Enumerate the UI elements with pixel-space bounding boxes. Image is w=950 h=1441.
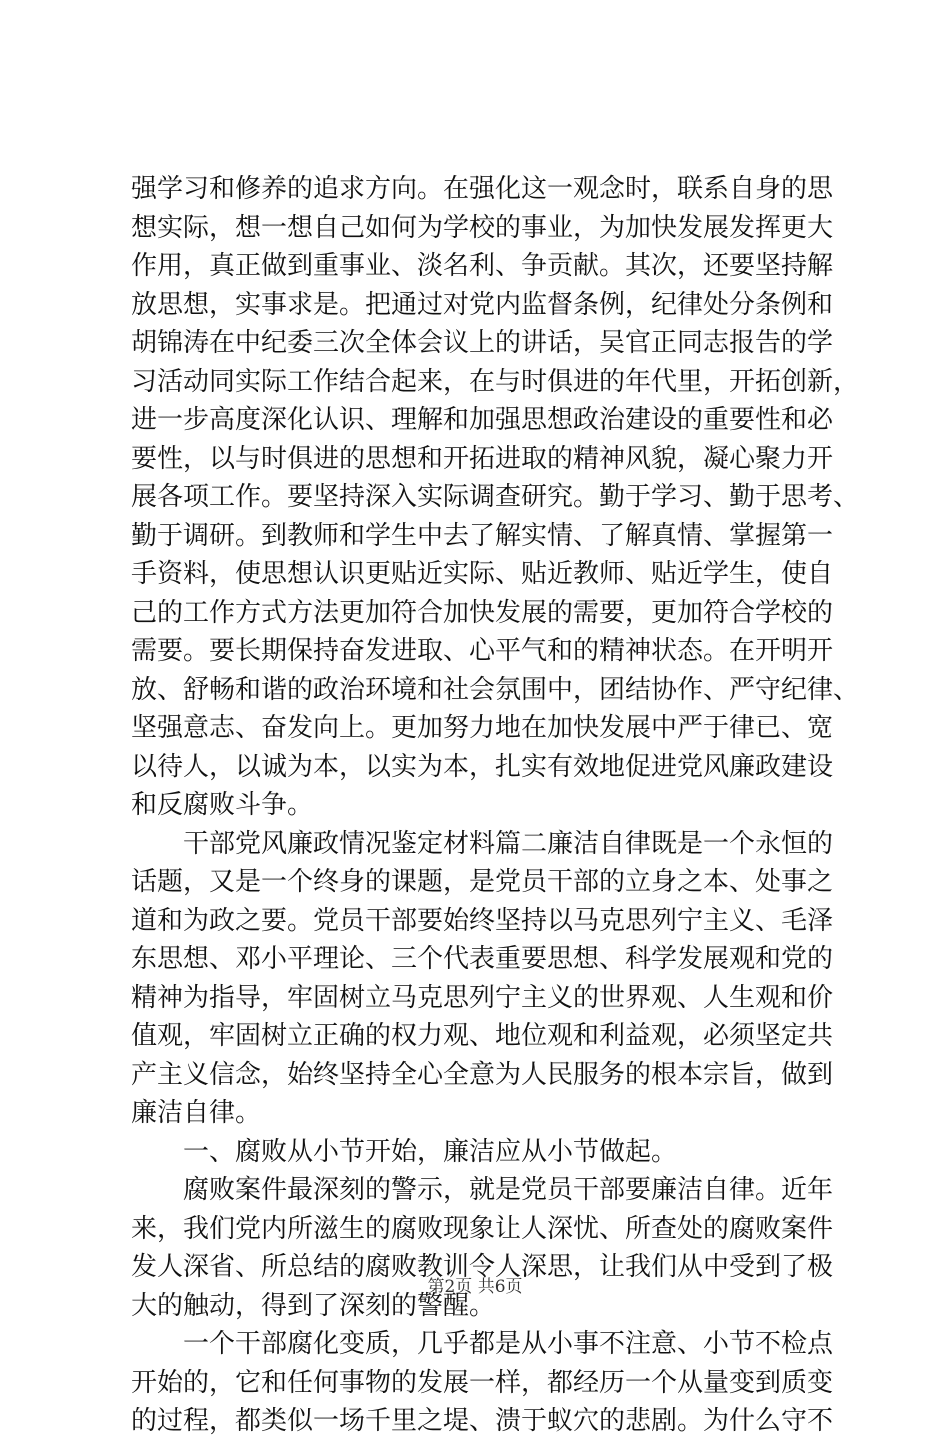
text-line: 己的工作方式方法更加符合加快发展的需要，更加符合学校的: [131, 597, 834, 628]
text-line: 廉洁自律。: [131, 1098, 262, 1128]
text-line: 胡锦涛在中纪委三次全体会议上的讲话，吴官正同志报告的学: [131, 328, 834, 358]
text-line: 放思想，实事求是。把通过对党内监督条例，纪律处分条例和: [131, 289, 834, 320]
document-body: [131, 170, 860, 1441]
text-line: 大的触动，得到了深刻的警醒。: [131, 1290, 496, 1321]
text-line: 发人深省、所总结的腐败教训令人深思，让我们从中受到了极: [131, 1252, 834, 1282]
text-line: 开始的，它和任何事物的发展一样，都经历一个从量变到质变: [131, 1367, 834, 1398]
text-line: 值观，牢固树立正确的权力观、地位观和利益观，必须坚定共: [131, 1021, 834, 1051]
text-line: 习活动同实际工作结合起来，在与时俱进的年代里，开拓创新，: [131, 366, 860, 397]
page-footer: [0, 1272, 950, 1297]
text-line: 腐败案件最深刻的警示，就是党员干部要廉洁自律。近年: [183, 1175, 834, 1205]
text-line: 进一步高度深化认识、理解和加强思想政治建设的重要性和必: [131, 405, 834, 435]
page-number-label: 第2页 共6页: [427, 1277, 523, 1297]
text-line: 需要。要长期保持奋发进取、心平气和的精神状态。在开明开: [131, 636, 834, 666]
text-line: 作用，真正做到重事业、淡名利、争贡献。其次，还要坚持解: [131, 251, 834, 281]
text-line: 以待人，以诚为本，以实为本，扎实有效地促进党风廉政建设: [131, 751, 834, 782]
text-line: 一个干部腐化变质，几乎都是从小事不注意、小节不检点: [183, 1329, 834, 1359]
text-line: 展各项工作。要坚持深入实际调查研究。勤于学习、勤于思考、: [131, 482, 860, 512]
text-line: 和反腐败斗争。: [131, 790, 314, 820]
text-line: 东思想、邓小平理论、三个代表重要思想、科学发展观和党的: [131, 944, 834, 974]
text-line: 道和为政之要。党员干部要始终坚持以马克思列宁主义、毛泽: [131, 905, 834, 936]
text-line: 勤于调研。到教师和学生中去了解实情、了解真情、掌握第一: [131, 520, 834, 551]
text-line: 来，我们党内所滋生的腐败现象让人深忧、所查处的腐败案件: [131, 1213, 834, 1244]
text-line: 精神为指导，牢固树立马克思列宁主义的世界观、人生观和价: [131, 982, 834, 1013]
text-line: 想实际，想一想自己如何为学校的事业，为加快发展发挥更大: [131, 212, 834, 243]
text-line: 的过程，都类似一场千里之堤、溃于蚁穴的悲剧。为什么守不: [131, 1406, 834, 1436]
text-line: 强学习和修养的追求方向。在强化这一观念时，联系自身的思: [131, 174, 834, 204]
text-line: 坚强意志、奋发向上。更加努力地在加快发展中严于律已、宽: [131, 713, 834, 743]
text-line: 干部党风廉政情况鉴定材料篇二廉洁自律既是一个永恒的: [183, 828, 834, 859]
text-line: 放、舒畅和谐的政治环境和社会氛围中，团结协作、严守纪律、: [131, 674, 860, 705]
text-line: 产主义信念，始终坚持全心全意为人民服务的根本宗旨，做到: [131, 1059, 834, 1090]
text-line: 手资料，使思想认识更贴近实际、贴近教师、贴近学生，使自: [131, 559, 834, 589]
text-line: 要性，以与时俱进的思想和开拓进取的精神风貌，凝心聚力开: [131, 443, 834, 474]
text-line: 一、腐败从小节开始，廉洁应从小节做起。: [183, 1136, 678, 1167]
text-line: 话题，又是一个终身的课题，是党员干部的立身之本、处事之: [131, 867, 834, 897]
